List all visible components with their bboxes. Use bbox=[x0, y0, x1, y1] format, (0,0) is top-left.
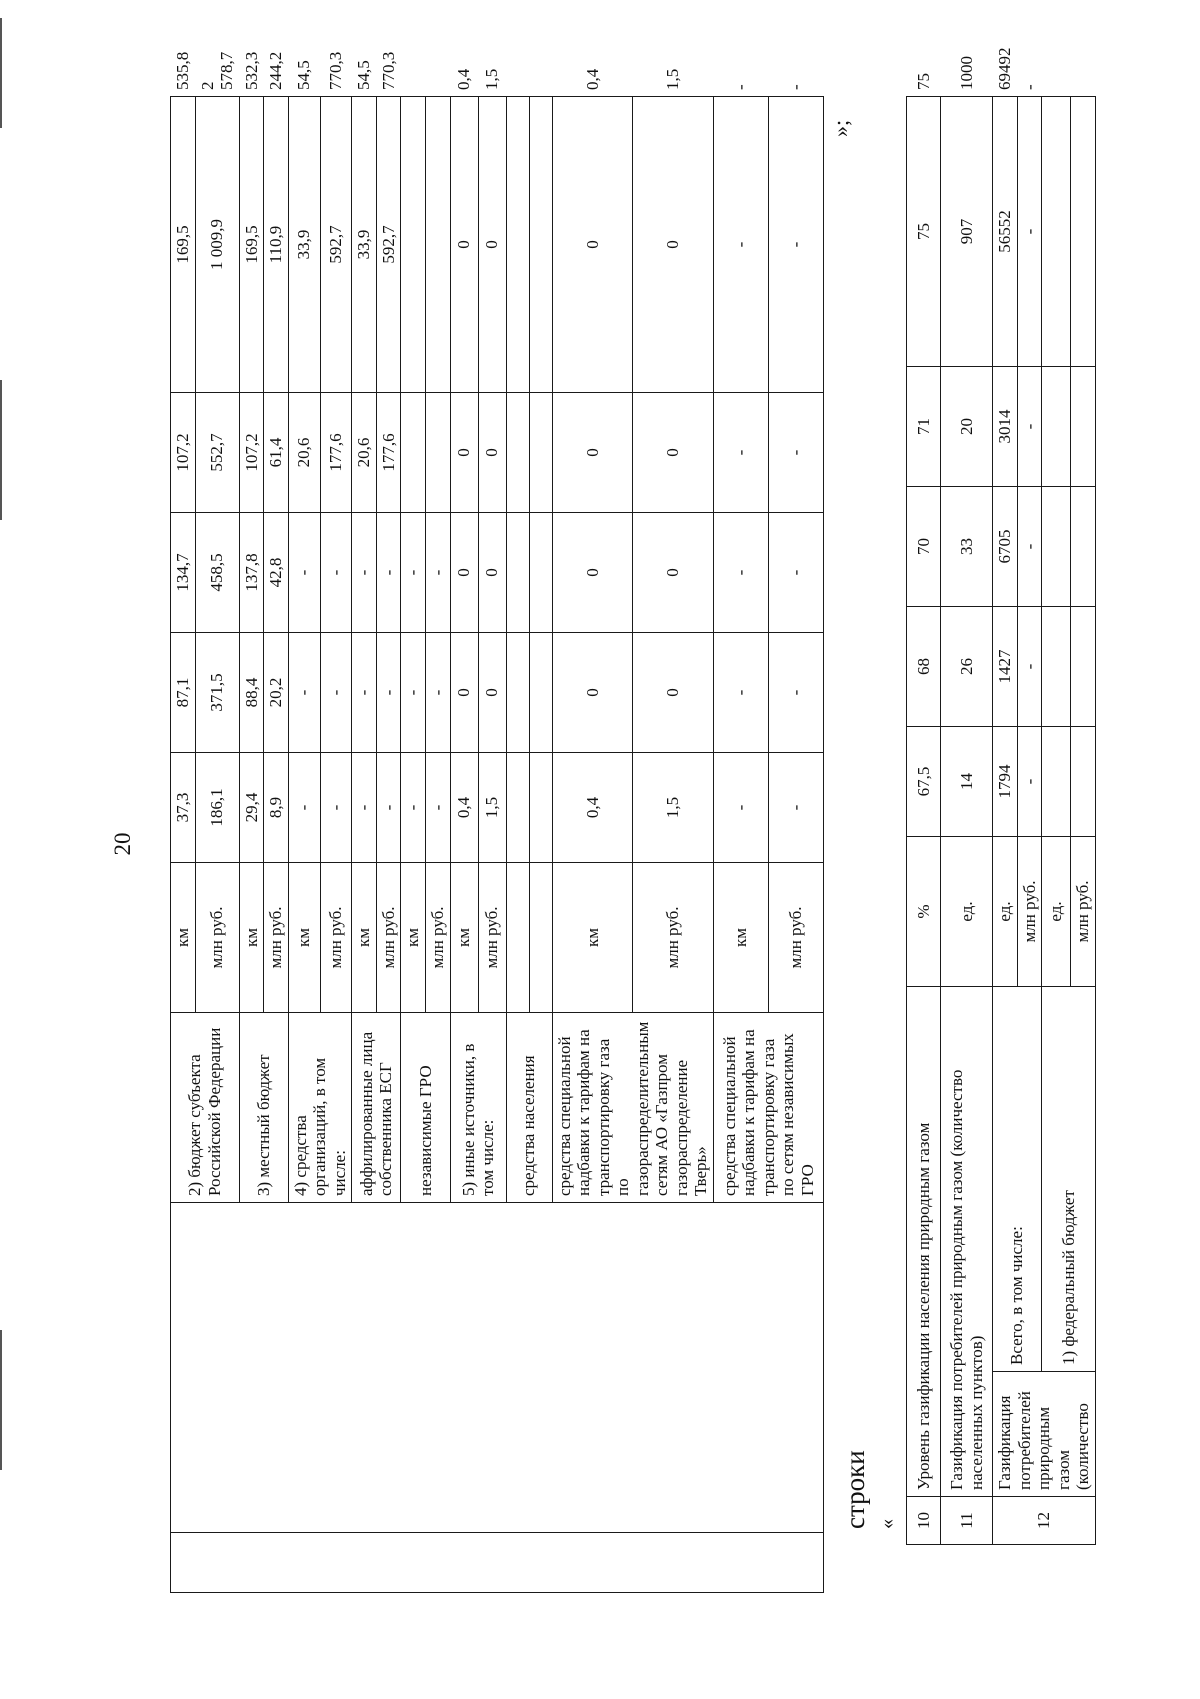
value-cell: - bbox=[768, 513, 823, 633]
value-cell: 61,4 bbox=[264, 393, 289, 513]
value-cell: - bbox=[288, 633, 320, 753]
value-cell: - bbox=[352, 753, 377, 863]
value-cell bbox=[1042, 727, 1071, 837]
value-cell: 20,2 bbox=[264, 633, 289, 753]
unit-cell: млн руб. bbox=[426, 863, 451, 1013]
value-cell: - bbox=[426, 513, 451, 633]
unit-cell: млн руб. bbox=[1017, 837, 1042, 987]
value-cell: - bbox=[713, 633, 768, 753]
value-cell: - bbox=[713, 753, 768, 863]
row-number: 12 bbox=[993, 1497, 1096, 1545]
value-cell: 20,6 bbox=[352, 393, 377, 513]
unit-cell: млн руб. bbox=[1071, 837, 1096, 987]
value-cell: 0 bbox=[478, 633, 506, 753]
row-label: независимые ГРО bbox=[401, 1013, 450, 1203]
table-row: 3) местный бюджет км 29,4 88,4 137,8 107,2 169,5 532,3 bbox=[239, 97, 264, 1593]
table-row: 4) средства организаций, в том числе: км - - - 20,6 33,9 54,5 bbox=[288, 97, 320, 1593]
value-cell: - bbox=[1017, 367, 1042, 487]
value-cell: 37,3 bbox=[171, 753, 196, 863]
value-cell: 33 bbox=[941, 487, 993, 607]
value-cell bbox=[1042, 607, 1071, 727]
value-cell: - bbox=[352, 513, 377, 633]
value-cell: - bbox=[1017, 607, 1042, 727]
value-cell bbox=[529, 513, 552, 633]
unit-cell: км bbox=[713, 863, 768, 1013]
value-cell: 20 bbox=[941, 367, 993, 487]
value-cell: - bbox=[376, 513, 401, 633]
value-cell: 20,6 bbox=[288, 393, 320, 513]
funding-table bbox=[170, 51, 824, 1593]
unit-cell: млн руб. bbox=[195, 863, 239, 1013]
value-cell bbox=[506, 393, 529, 513]
unit-cell bbox=[506, 863, 529, 1013]
unit-cell: км bbox=[171, 863, 196, 1013]
row-label: Уровень газификации населения природным газом bbox=[907, 987, 941, 1497]
value-cell: 42,8 bbox=[264, 513, 289, 633]
table-row: млн руб. - - - - - - bbox=[768, 97, 823, 1593]
value-cell: 907 bbox=[941, 97, 993, 367]
value-cell: 0 bbox=[552, 633, 633, 753]
sub-label: 1) федеральный бюджет bbox=[1042, 987, 1096, 1372]
row-label: аффилированные лица собственника ЕСГ bbox=[352, 1013, 401, 1203]
unit-cell: км bbox=[552, 863, 633, 1013]
row-label: Газификация потребителей природным газом (количество населенных пунктов) bbox=[941, 987, 993, 1497]
table-row bbox=[1042, 97, 1071, 1545]
row-number: 11 bbox=[941, 1497, 993, 1545]
value-cell bbox=[506, 97, 529, 393]
unit-cell: км bbox=[288, 863, 320, 1013]
value-cell: 1,5 bbox=[478, 753, 506, 863]
value-cell: 71 bbox=[907, 367, 941, 487]
value-cell: 0,4 bbox=[450, 753, 478, 863]
value-cell bbox=[1071, 727, 1096, 837]
unit-cell: ед. bbox=[1042, 837, 1071, 987]
value-cell: - bbox=[352, 633, 377, 753]
value-cell bbox=[506, 633, 529, 753]
value-cell: 67,5 bbox=[907, 727, 941, 837]
value-cell: 0 bbox=[478, 97, 506, 393]
unit-cell: ед. bbox=[941, 837, 993, 987]
value-cell: 26 bbox=[941, 607, 993, 727]
value-cell: - bbox=[376, 753, 401, 863]
value-cell: 0 bbox=[450, 633, 478, 753]
value-cell: 0 bbox=[633, 513, 714, 633]
table-row: 2) бюджет субъекта Российской Федерации км 37,3 87,1 134,7 107,2 169,5 535,8 bbox=[171, 97, 196, 1593]
value-cell: 177,6 bbox=[376, 393, 401, 513]
value-cell: 186,1 bbox=[195, 753, 239, 863]
value-cell: 0 bbox=[450, 513, 478, 633]
value-cell: - bbox=[320, 633, 352, 753]
value-cell bbox=[426, 97, 451, 393]
value-cell: 177,6 bbox=[320, 393, 352, 513]
unit-cell: млн руб. bbox=[264, 863, 289, 1013]
value-cell: 137,8 bbox=[239, 513, 264, 633]
value-cell bbox=[529, 97, 552, 393]
opening-quote: « bbox=[876, 1519, 898, 1529]
value-cell bbox=[426, 393, 451, 513]
value-cell: - bbox=[288, 513, 320, 633]
value-cell: 110,9 bbox=[264, 97, 289, 393]
value-cell: 1 009,9 bbox=[195, 97, 239, 393]
row-label: 3) местный бюджет bbox=[239, 1013, 288, 1203]
value-cell: 56552 bbox=[993, 97, 1018, 367]
value-cell: 0,4 bbox=[552, 753, 633, 863]
value-cell bbox=[529, 393, 552, 513]
unit-cell: млн руб. bbox=[633, 863, 714, 1013]
value-cell: 33,9 bbox=[288, 97, 320, 393]
table-row: млн руб. - - - 177,6 592,7 770,3 bbox=[376, 97, 401, 1593]
value-cell bbox=[506, 753, 529, 863]
value-cell: 0 bbox=[552, 393, 633, 513]
sub-label: Всего, в том числе: bbox=[993, 987, 1042, 1372]
value-cell: - bbox=[401, 753, 426, 863]
value-cell bbox=[1071, 607, 1096, 727]
value-cell: 3014 bbox=[993, 367, 1018, 487]
value-cell: 88,4 bbox=[239, 633, 264, 753]
unit-cell: ед. bbox=[993, 837, 1018, 987]
unit-cell: % bbox=[907, 837, 941, 987]
value-cell: 87,1 bbox=[171, 633, 196, 753]
value-cell: 68 bbox=[907, 607, 941, 727]
value-cell: 0 bbox=[450, 97, 478, 393]
row-label: 2) бюджет субъекта Российской Федерации bbox=[171, 1013, 240, 1203]
value-cell: 1,5 bbox=[633, 753, 714, 863]
value-cell: 592,7 bbox=[320, 97, 352, 393]
value-cell: - bbox=[1017, 727, 1042, 837]
value-cell: - bbox=[320, 753, 352, 863]
value-cell: - bbox=[1017, 487, 1042, 607]
value-cell: 0 bbox=[633, 97, 714, 393]
caption-word: строки bbox=[840, 1450, 870, 1529]
value-cell: - bbox=[713, 513, 768, 633]
value-cell: 29,4 bbox=[239, 753, 264, 863]
unit-cell: млн руб. bbox=[768, 863, 823, 1013]
value-cell: - bbox=[1017, 97, 1042, 367]
unit-cell: млн руб. bbox=[376, 863, 401, 1013]
value-cell: 458,5 bbox=[195, 513, 239, 633]
value-cell: 8,9 bbox=[264, 753, 289, 863]
value-cell: 107,2 bbox=[171, 393, 196, 513]
row-label: средства населения bbox=[506, 1013, 552, 1203]
value-cell: - bbox=[768, 97, 823, 393]
value-cell: 33,9 bbox=[352, 97, 377, 393]
table-row: средства специальной надбавки к тарифам на транспортировку газа по сетям независимых ГРО км - - - - - - bbox=[713, 97, 768, 1593]
value-cell: - bbox=[768, 633, 823, 753]
unit-cell: млн руб. bbox=[320, 863, 352, 1013]
value-cell bbox=[401, 393, 426, 513]
value-cell bbox=[1042, 97, 1071, 367]
row-label: средства специальной надбавки к тарифам на транспортировку газа по сетям независимых ГРО bbox=[713, 1013, 823, 1203]
value-cell: 0 bbox=[633, 393, 714, 513]
value-cell: 0 bbox=[633, 633, 714, 753]
table-row: млн руб. 1,5 0 0 0 0 1,5 bbox=[478, 97, 506, 1593]
value-cell: - bbox=[768, 393, 823, 513]
value-cell bbox=[1071, 367, 1096, 487]
value-cell: 107,2 bbox=[239, 393, 264, 513]
value-cell: 0 bbox=[552, 97, 633, 393]
value-cell: 169,5 bbox=[239, 97, 264, 393]
blank-col-a bbox=[171, 1533, 824, 1593]
table-row: млн руб. 1,5 0 0 0 0 1,5 bbox=[633, 97, 714, 1593]
value-cell: - bbox=[320, 513, 352, 633]
table-row: млн руб. 8,9 20,2 42,8 61,4 110,9 244,2 bbox=[264, 97, 289, 1593]
unit-cell: км bbox=[352, 863, 377, 1013]
row-label: 4) средства организаций, в том числе: bbox=[288, 1013, 352, 1203]
table-row: 10 Уровень газификации населения природным газом % 67,5 68 70 71 75 75 bbox=[907, 97, 941, 1545]
unit-cell bbox=[529, 863, 552, 1013]
unit-cell: млн руб. bbox=[478, 863, 506, 1013]
value-cell: 134,7 bbox=[171, 513, 196, 633]
value-cell: - bbox=[713, 393, 768, 513]
value-cell: - bbox=[768, 753, 823, 863]
table-row: 11 Газификация потребителей природным газом (количество населенных пунктов) ед. 14 26 33 20 907 1000 bbox=[941, 97, 993, 1545]
value-cell: - bbox=[376, 633, 401, 753]
table-row: 5) иные источники, в том числе: км 0,4 0 0 0 0 0,4 bbox=[450, 97, 478, 1593]
value-cell: 552,7 bbox=[195, 393, 239, 513]
value-cell: - bbox=[288, 753, 320, 863]
unit-cell: км bbox=[239, 863, 264, 1013]
value-cell: - bbox=[713, 97, 768, 393]
table-row: аффилированные лица собственника ЕСГ км - - - 20,6 33,9 54,5 bbox=[352, 97, 377, 1593]
table-row: 12 Газификация потребителей природным газом (количество Всего, в том числе: ед. 1794 1427 6705 3014 56552 69492 bbox=[993, 97, 1018, 1545]
table-row: млн руб. 186,1 371,5 458,5 552,7 1 009,9 2 578,7 bbox=[195, 97, 239, 1593]
group-label: Газификация потребителей природным газом (количество bbox=[993, 1372, 1096, 1497]
value-cell: 0 bbox=[478, 393, 506, 513]
value-cell: 6705 bbox=[993, 487, 1018, 607]
value-cell: - bbox=[426, 753, 451, 863]
value-cell bbox=[401, 97, 426, 393]
row-label: средства специальной надбавки к тарифам на транспортировку газа по газораспределительным сетям АО «Газпром газораспределение Тверь» bbox=[552, 1013, 713, 1203]
value-cell: 0 bbox=[450, 393, 478, 513]
value-cell: - bbox=[401, 633, 426, 753]
value-cell: 75 bbox=[907, 97, 941, 367]
closing-quote: »; bbox=[828, 119, 853, 137]
value-cell bbox=[506, 513, 529, 633]
value-cell bbox=[1071, 487, 1096, 607]
table-row: средства специальной надбавки к тарифам на транспортировку газа по газораспределительным сетям АО «Газпром газораспределение Тверь» км 0,4 0 0 0 0 0,4 bbox=[552, 97, 633, 1593]
table-row: млн руб. - - - - - - bbox=[1017, 97, 1042, 1545]
value-cell bbox=[1042, 487, 1071, 607]
page-number: 20 bbox=[110, 832, 135, 856]
value-cell: 1794 bbox=[993, 727, 1018, 837]
value-cell: 70 bbox=[907, 487, 941, 607]
value-cell: 0 bbox=[552, 513, 633, 633]
value-cell bbox=[1042, 367, 1071, 487]
value-cell bbox=[529, 633, 552, 753]
value-cell: 169,5 bbox=[171, 97, 196, 393]
value-cell: 371,5 bbox=[195, 633, 239, 753]
row-number: 10 bbox=[907, 1497, 941, 1545]
value-cell bbox=[1071, 97, 1096, 367]
value-cell: - bbox=[401, 513, 426, 633]
gasification-table bbox=[906, 47, 1096, 1545]
value-cell: - bbox=[426, 633, 451, 753]
value-cell: 592,7 bbox=[376, 97, 401, 393]
value-cell: 1427 bbox=[993, 607, 1018, 727]
blank-col-b bbox=[171, 1203, 824, 1533]
value-cell: 14 bbox=[941, 727, 993, 837]
unit-cell: км bbox=[450, 863, 478, 1013]
table-row: млн руб. - - - 177,6 592,7 770,3 bbox=[320, 97, 352, 1593]
row-label: 5) иные источники, в том числе: bbox=[450, 1013, 506, 1203]
value-cell: 0 bbox=[478, 513, 506, 633]
unit-cell: км bbox=[401, 863, 426, 1013]
value-cell bbox=[529, 753, 552, 863]
